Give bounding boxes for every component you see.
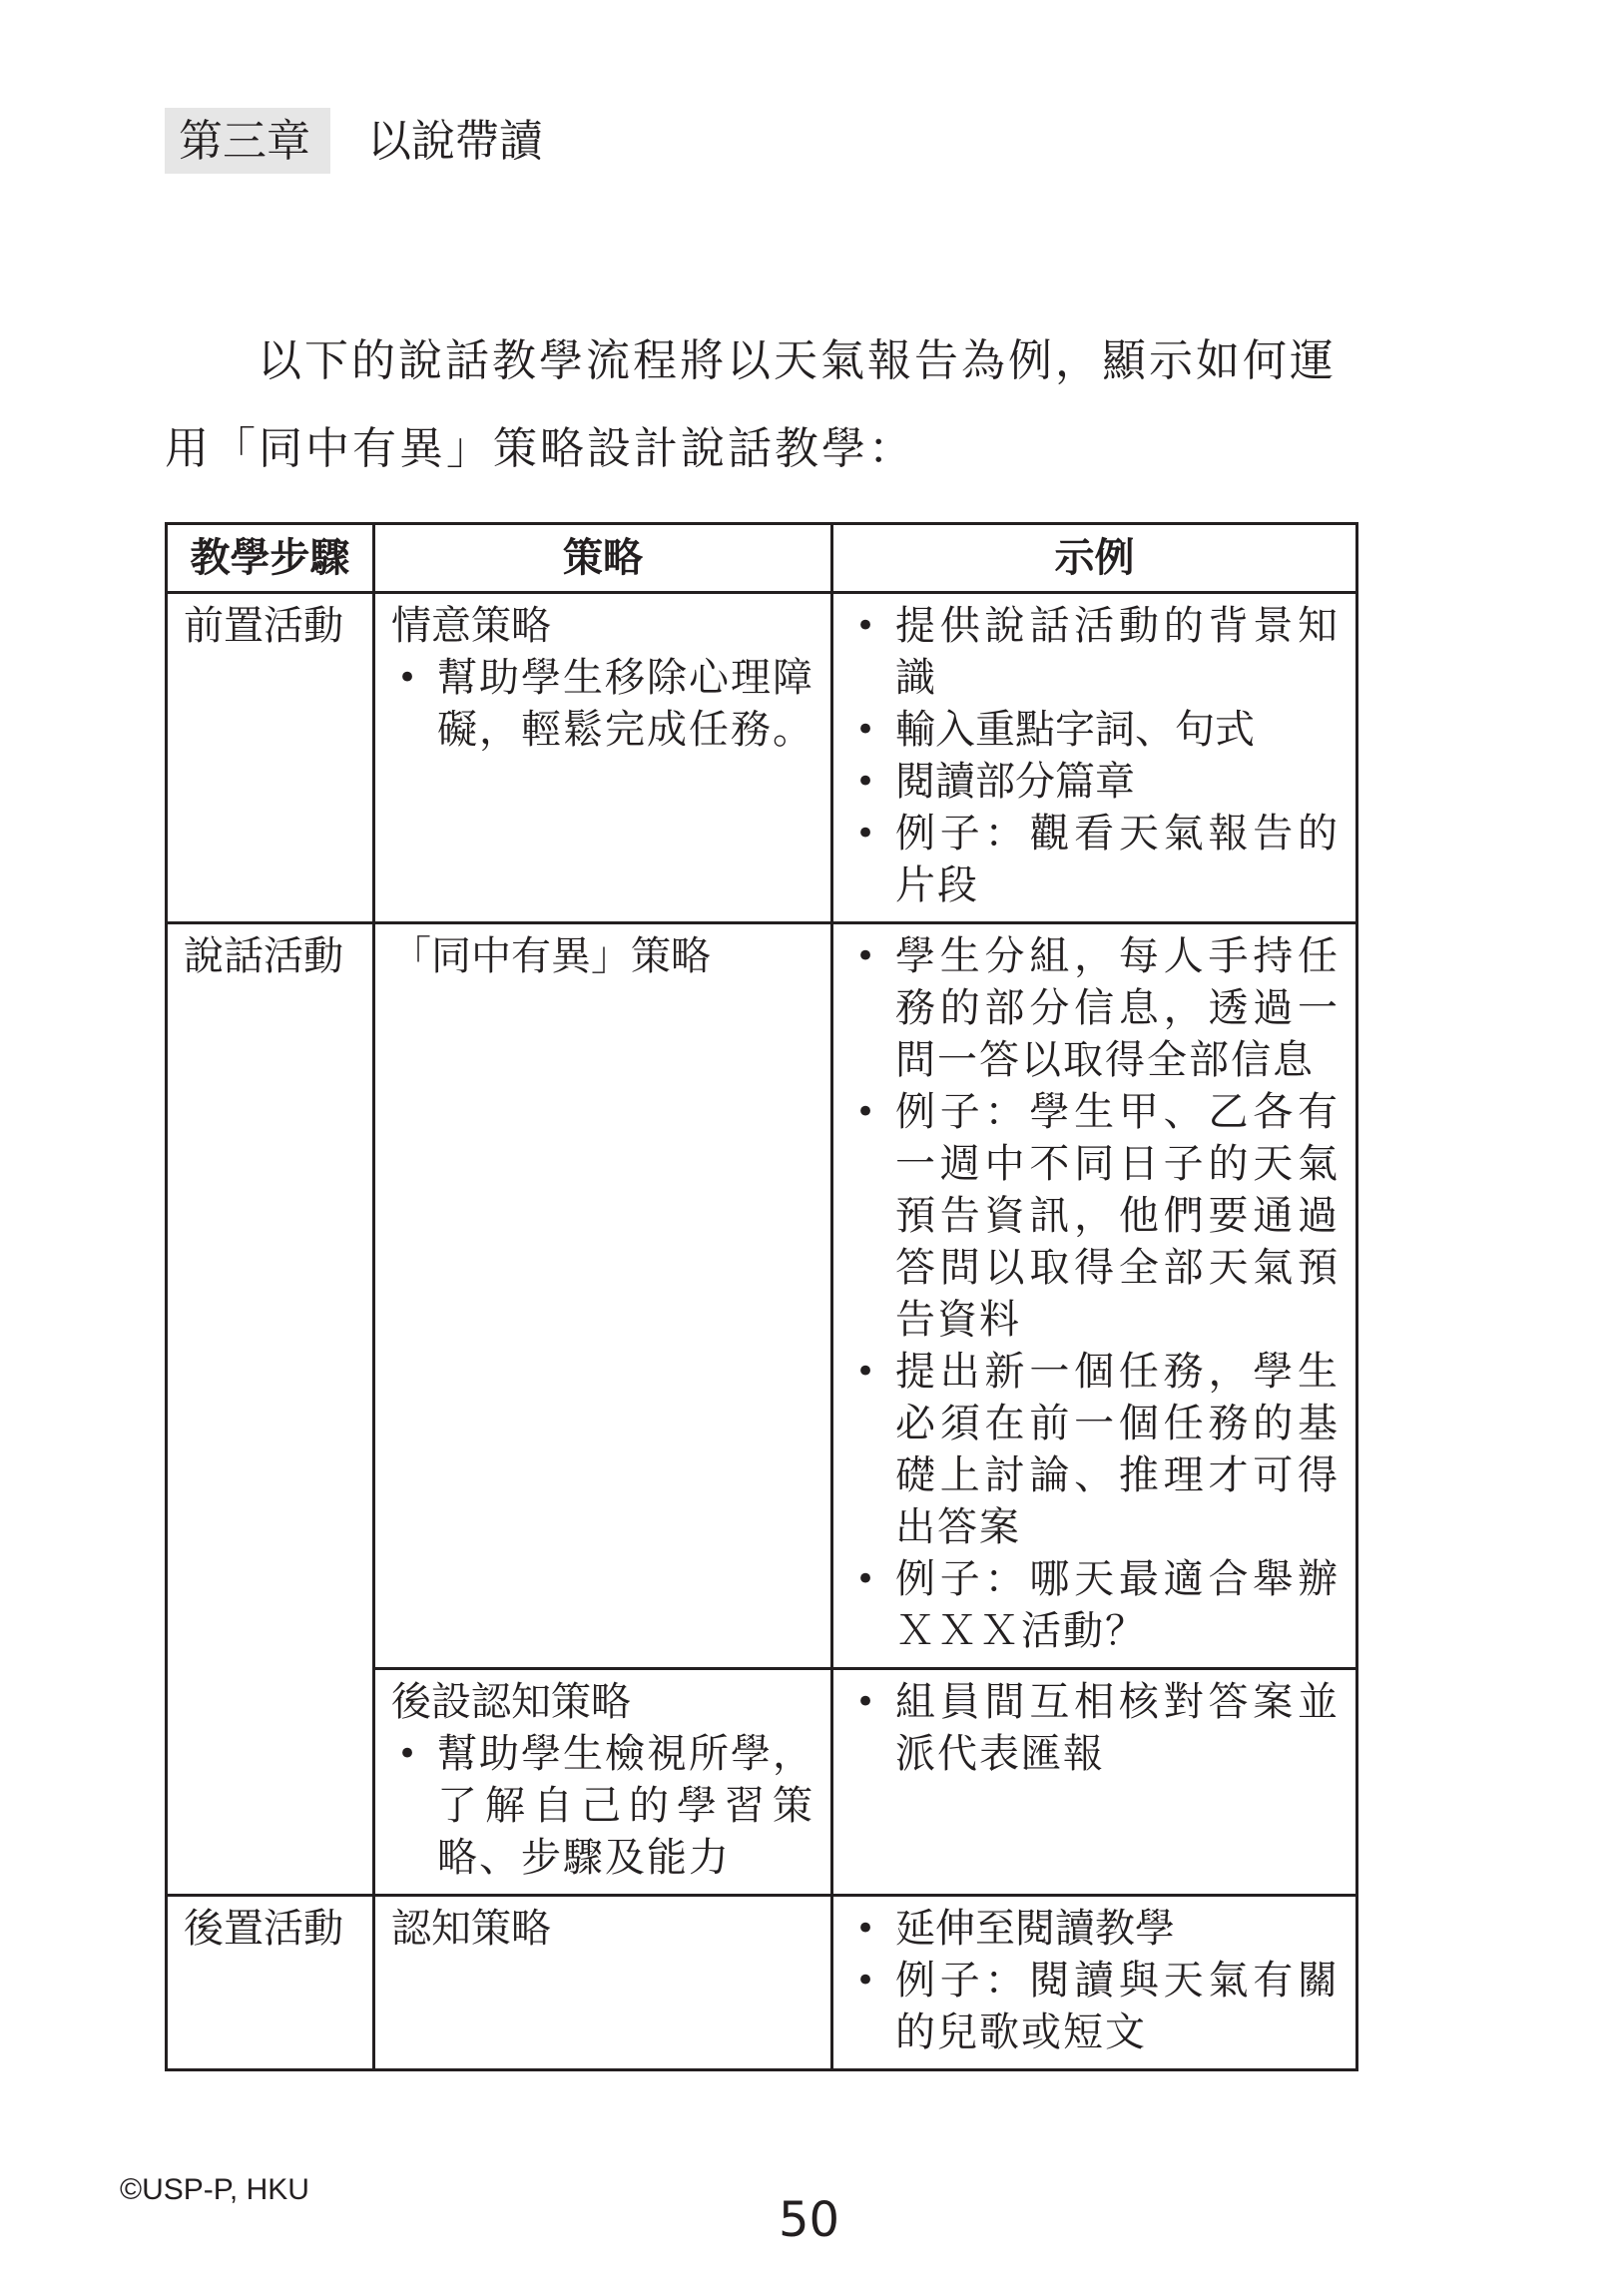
strategy-title: 情意策略 [391,603,551,649]
example-bullet: • 學生分組，每人手持任務的部分信息，透過一問一答以取得全部信息 [849,930,1340,1086]
example-cell [832,593,1357,923]
chapter-label: 第三章 [165,108,330,174]
strategy-cell [374,1896,832,2070]
example-bullet: • 延伸至閱讀教學 [849,1903,1340,1955]
page-number: 50 [778,2192,840,2248]
example-cell [832,923,1357,1669]
example-bullet: • 例子：學生甲、乙各有一週中不同日子的天氣預告資訊，他們要通過答問以取得全部天氣預告資料 [849,1086,1340,1346]
strategy-cell [374,1669,832,1896]
example-bullet: • 例子：閱讀與天氣有關的兒歌或短文 [849,1955,1340,2058]
table-header-row [167,524,1357,593]
example-cell [832,1669,1357,1896]
example-bullet: • 組員間互相核對答案並派代表匯報 [849,1676,1340,1780]
table-row [167,593,1357,923]
strategy-bullet: • 幫助學生檢視所學，了解自己的學習策略、步驟及能力 [391,1728,814,1884]
example-bullet: • 輸入重點字詞、句式 [849,704,1340,756]
step-cell: 前置活動 [167,593,374,923]
column-header-strategy: 策略 [374,524,832,593]
strategy-cell [374,923,832,1669]
intro-paragraph: 以下的說話教學流程將以天氣報告為例，顯示如何運用「同中有異」策略設計說話教學： [165,335,1337,474]
copyright-notice: ©USP-P, HKU [120,2173,309,2206]
strategy-cell [374,593,832,923]
table-row [167,923,1357,1669]
strategy-title: 認知策略 [391,1906,551,1952]
strategy-title: 「同中有異」策略 [391,933,711,979]
column-header-step: 教學步驟 [167,524,374,593]
example-bullet: • 閱讀部分篇章 [849,756,1340,808]
teaching-steps-table [165,522,1358,2071]
example-bullet: • 例子：哪天最適合舉辦ＸＸＸ活動？ [849,1553,1340,1657]
example-bullet: • 提供說話活動的背景知識 [849,600,1340,704]
table-row [167,1896,1357,2070]
step-cell: 說話活動 [167,923,374,1896]
strategy-bullet: • 幫助學生移除心理障礙，輕鬆完成任務。 [391,652,814,756]
column-header-example: 示例 [832,524,1357,593]
example-bullet: • 例子：觀看天氣報告的片段 [849,808,1340,911]
chapter-title: 以說帶讀 [367,116,543,167]
example-bullet: • 提出新一個任務，學生必須在前一個任務的基礎上討論、推理才可得出答案 [849,1346,1340,1553]
example-cell [832,1896,1357,2070]
strategy-title: 後設認知策略 [391,1679,631,1725]
step-cell: 後置活動 [167,1896,374,2070]
